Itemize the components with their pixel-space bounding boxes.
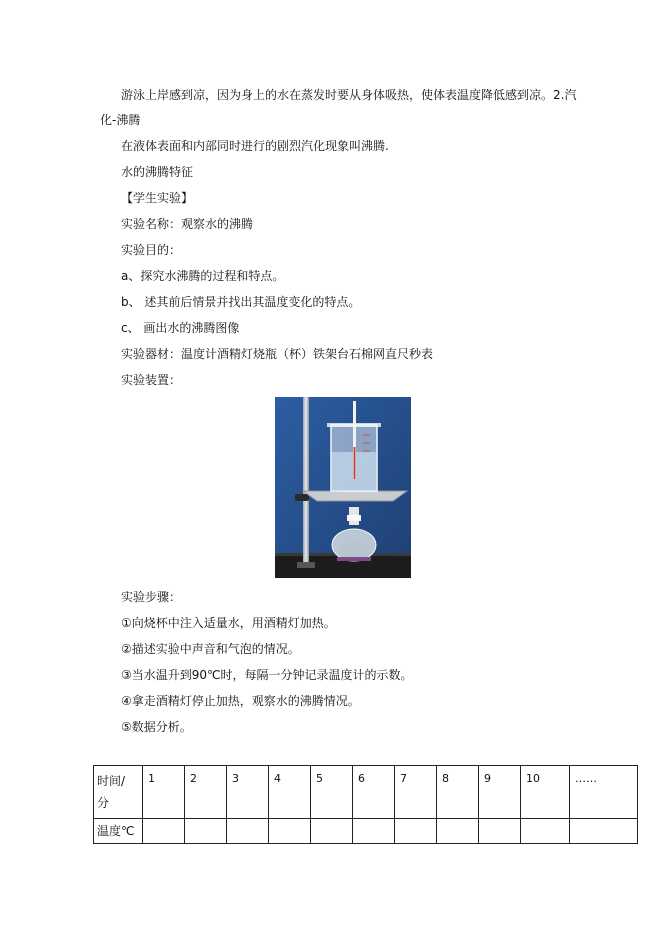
temperature-cell-4 (269, 819, 311, 844)
temperature-cell-8 (437, 819, 479, 844)
time-header-line-2: 分 (97, 796, 110, 810)
experiment-apparatus-label: 实验装置： (121, 373, 182, 387)
step-3: ③当水温升到90℃时，每隔一分钟记录温度计的示数。 (121, 668, 413, 682)
step-4: ④拿走酒精灯停止加热，观察水的沸腾情况。 (121, 694, 360, 708)
purpose-c: c、 画出水的沸腾图像 (121, 321, 240, 335)
section-heading: 水的沸腾特征 (121, 165, 194, 179)
experiment-purpose: 实验目的： (121, 243, 182, 257)
temperature-cell-7 (395, 819, 437, 844)
temperature-cell-9 (479, 819, 521, 844)
time-header-line-1: 时间/ (97, 774, 126, 788)
experiment-steps-heading: 实验步骤： (121, 590, 182, 604)
paragraph-definition: 在液体表面和内部同时进行的剧烈汽化现象叫沸腾. (121, 139, 389, 153)
student-experiment-heading: 【学生实验】 (121, 191, 194, 205)
table-row-time (94, 766, 638, 819)
time-cell-10: 10 (521, 766, 570, 819)
step-2: ②描述实验中声音和气泡的情况。 (121, 642, 300, 656)
temperature-cell-5 (311, 819, 353, 844)
temperature-cell-3 (227, 819, 269, 844)
temperature-cell-6 (353, 819, 395, 844)
temperature-cell-more (570, 819, 638, 844)
temperature-cell-1 (143, 819, 185, 844)
time-cell-2: 2 (185, 766, 227, 819)
table-row-temperature (94, 819, 638, 844)
time-cell-5: 5 (311, 766, 353, 819)
experiment-equipment: 实验器材：温度计酒精灯烧瓶（杯）铁架台石棉网直尺秒表 (121, 347, 434, 361)
time-header-cell (94, 766, 143, 819)
time-cell-9: 9 (479, 766, 521, 819)
experiment-name: 实验名称：观察水的沸腾 (121, 217, 254, 231)
purpose-b: b、 述其前后情景并找出其温度变化的特点。 (121, 295, 361, 309)
temperature-cell-10 (521, 819, 570, 844)
apparatus-photo (275, 397, 411, 578)
time-cell-4: 4 (269, 766, 311, 819)
purpose-a: a、探究水沸腾的过程和特点。 (121, 269, 285, 283)
time-cell-3: 3 (227, 766, 269, 819)
temperature-header-cell: 温度℃ (94, 819, 143, 844)
paragraph-line-2: 化-沸腾 (100, 113, 141, 127)
time-cell-8: 8 (437, 766, 479, 819)
step-1: ①向烧杯中注入适量水，用酒精灯加热。 (121, 616, 336, 630)
time-cell-6: 6 (353, 766, 395, 819)
time-cell-7: 7 (395, 766, 437, 819)
temperature-cell-2 (185, 819, 227, 844)
paragraph-line-1: 游泳上岸感到凉，因为身上的水在蒸发时要从身体吸热，使体表温度降低感到凉。2.汽 (121, 88, 577, 102)
temperature-record-table (93, 765, 638, 844)
time-cell-1: 1 (143, 766, 185, 819)
step-5: ⑤数据分析。 (121, 720, 192, 734)
apparatus-illustration (275, 397, 411, 578)
time-cell-more: …… (570, 766, 638, 819)
